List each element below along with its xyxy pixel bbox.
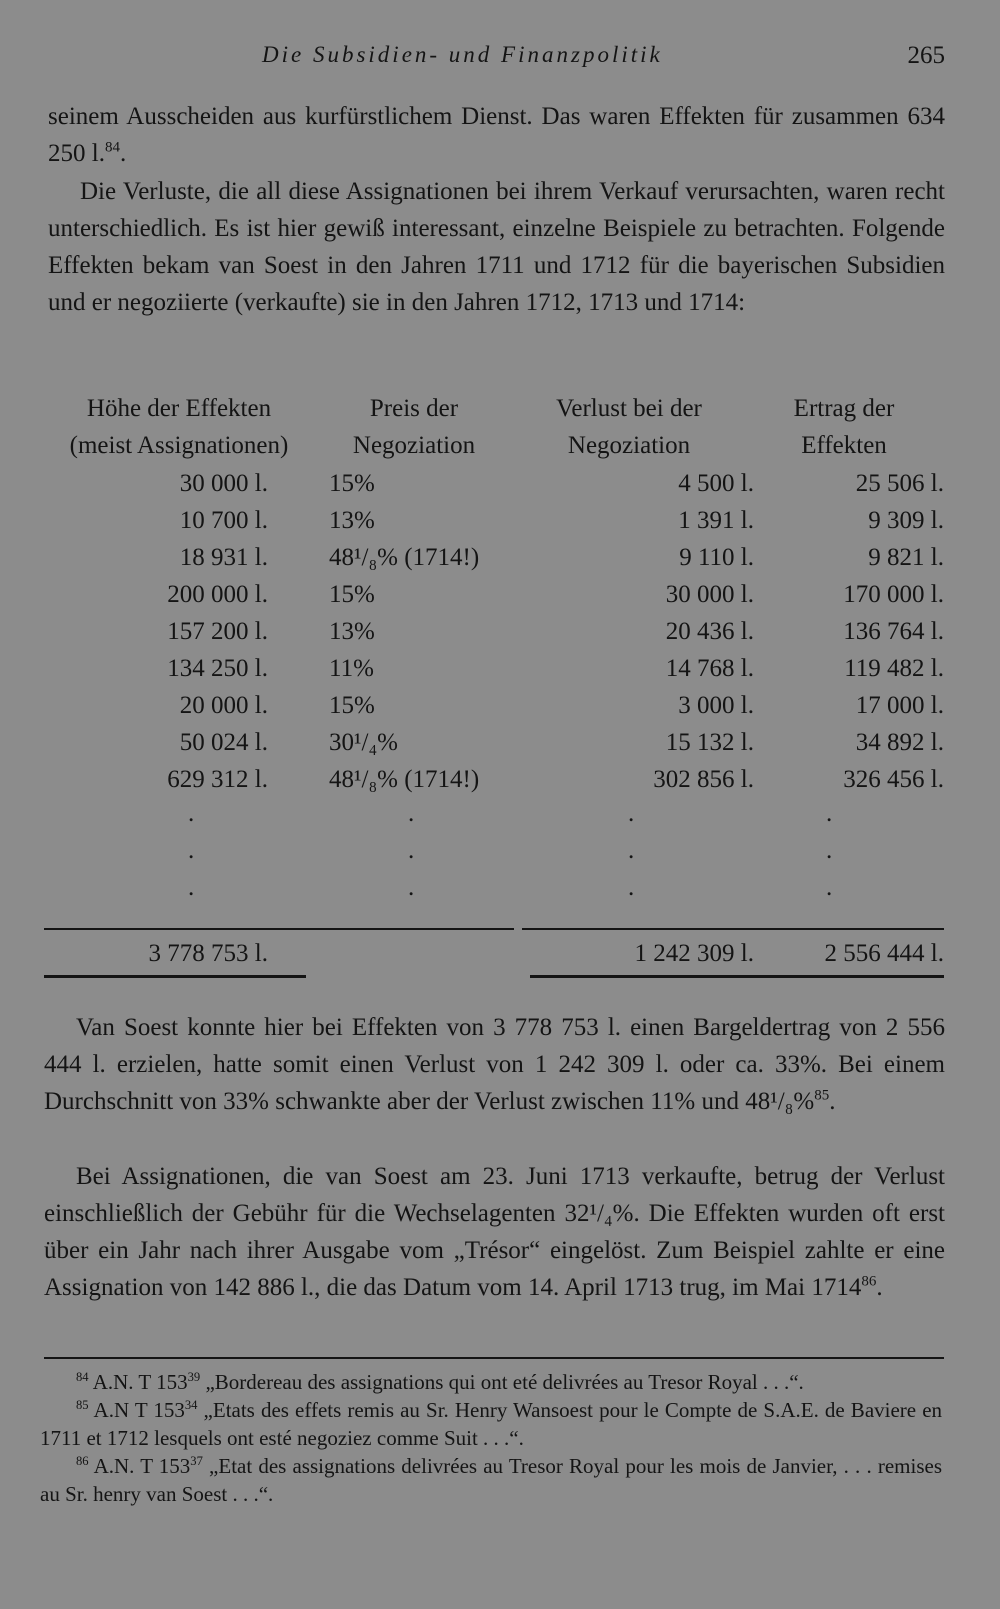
ellipsis-dot: . [826,874,833,901]
yield-cell: 136 764 l. [843,618,944,645]
amount-cell: 200 000 l. [167,581,268,608]
yield-cell: 119 482 l. [844,655,944,682]
footnote-ref-84: 84 [104,139,120,156]
footnote-rule [44,1357,944,1359]
paragraph-3 [44,1009,945,1120]
loss-cell: 30 000 l. [665,581,754,608]
header-price-line-1: Preis der [369,395,459,422]
amount-cell: 629 312 l. [167,766,268,793]
yield-cell: 34 892 l. [855,729,944,756]
ellipsis-dot: . [408,874,415,901]
loss-cell: 15 132 l. [665,729,754,756]
price-cell: 15% [329,692,375,719]
loss-cell: 302 856 l. [653,766,754,793]
price-cell: 15% [329,581,375,608]
yield-cell: 9 309 l. [868,507,944,534]
footnote-text: „Etat des assignations delivrées au Tresor Royal pour les mois de Janvier, . . . remises au Sr. henry van Soest . . .“. [40,1454,942,1506]
price-cell: 13% [329,507,375,534]
footnote-source-sup: 39 [187,1370,201,1384]
sum-rule-right [522,928,944,930]
amount-cell: 10 700 l. [179,507,268,534]
footnote-source-sup: 37 [190,1454,203,1468]
running-title: Die Subsidien- und Finanzpolitik [262,42,663,67]
running-head [0,40,1000,76]
ellipsis-dot: . [188,837,195,864]
table-row [44,761,944,798]
ellipsis-dot: . [628,800,635,827]
footnote-source-sup: 34 [184,1398,198,1412]
header-amount-line-1: Höhe der Effekten [86,395,272,422]
paragraph-1-end: . [119,140,127,167]
total-yield: 2 556 444 l. [824,940,944,967]
footnote-text: „Bordereau des assignations qui ont eté delivrées au Tresor Royal . . .“. [205,1370,804,1394]
yield-cell: 9 821 l. [868,544,944,571]
footnote-source: A.N T 153 [93,1398,185,1422]
footnote-ref-85: 85 [814,1087,830,1104]
table-row [44,613,944,650]
ellipsis-dot: . [628,837,635,864]
ellipsis-dot: . [628,874,635,901]
footnote-84 [40,1368,942,1396]
paragraph-4 [44,1158,945,1306]
amount-cell: 134 250 l. [167,655,268,682]
header-amount [44,390,314,464]
footnote-number: 84 [76,1370,89,1384]
paragraph-4-text: Bei Assignationen, die van Soest am 23. Juni 1713 verkaufte, betrug der Verlust einschließlich der Gebühr für die Wechselagenten 32¹/₄%. Die Effekten wurden oft erst über ein Jahr nach ihrer Ausgabe vom „Trésor“ eingelöst. Zum Beispiel zahlte er eine Assignation von 142 886 l., die das Datum vom 14. April 1713 trug, im Mai 1714 [44,1163,945,1301]
table-row [44,576,944,613]
loss-cell: 3 000 l. [678,692,754,719]
paragraph-2: Die Verluste, die all diese Assignationen bei ihrem Verkauf verursachten, waren recht unterschiedlich. Es ist hier gewiß interessant, einzelne Beispiele zu betrachten. Folgende Effekten bekam van Soest in den Jahren 1711 und 1712 für die bayerischen Subsidien und er negoziierte (verkaufte) sie in den Jahren 1712, 1713 und 1714: [48,178,945,316]
ellipsis-dot: . [826,837,833,864]
price-cell: 13% [329,618,375,645]
price-cell: 48¹/₈% (1714!) [329,766,480,793]
header-amount-line-2: (meist Assignationen) [69,432,289,459]
header-price-line-2: Negoziation [352,432,476,459]
amount-cell: 50 024 l. [179,729,268,756]
amount-cell: 20 000 l. [179,692,268,719]
loss-cell: 1 391 l. [678,507,754,534]
ellipsis-dot: . [826,800,833,827]
header-yield-line-2: Effekten [801,432,887,459]
ellipsis-dot: . [188,874,195,901]
loss-cell: 14 768 l. [665,655,754,682]
table-row [44,465,944,502]
price-cell: 15% [329,470,375,497]
amount-cell: 18 931 l. [179,544,268,571]
loss-cell: 4 500 l. [678,470,754,497]
paragraph-3-end: . [829,1088,836,1115]
table-row [44,539,944,576]
loss-cell: 20 436 l. [665,618,754,645]
footnote-86 [40,1452,942,1508]
yield-cell: 170 000 l. [843,581,944,608]
header-loss-line-1: Verlust bei der [556,395,702,422]
table-row [44,724,944,761]
total-rule-loss-yield [530,975,944,978]
total-rule-amount [44,975,306,978]
yield-cell: 25 506 l. [855,470,944,497]
sum-rule-left [44,928,514,930]
table-row [44,687,944,724]
paragraph-3-text: Van Soest konnte hier bei Effekten von 3 778 753 l. einen Bargeldertrag von 2 556 444 l. erzielen, hatte somit einen Verlust von 1 242 309 l. oder ca. 33%. Bei einem Durchschnitt von 33% schwankte aber der Verlust zwischen 11% und 48¹/₈% [44,1014,945,1115]
amount-cell: 30 000 l. [179,470,268,497]
amount-cell: 157 200 l. [167,618,268,645]
footnote-number: 86 [76,1454,89,1468]
yield-cell: 17 000 l. [855,692,944,719]
header-yield-line-1: Ertrag der [793,395,895,422]
paragraph-1 [48,98,945,172]
table-row [44,502,944,539]
footnote-text: „Etats des effets remis au Sr. Henry Wansoest pour le Compte de S.A.E. de Baviere en 1711 et 1712 lesquels ont esté negoziez comme Suit . . .“. [40,1398,943,1450]
total-loss: 1 242 309 l. [634,940,754,967]
loss-cell: 9 110 l. [679,544,754,571]
ellipsis-dot: . [408,837,415,864]
ellipsis-dot: . [188,800,195,827]
page-number: 265 [907,42,945,69]
yield-cell: 326 456 l. [843,766,944,793]
ellipsis-dot: . [408,800,415,827]
header-yield [744,390,944,464]
totals-row [44,935,944,972]
price-cell: 48¹/₈% (1714!) [329,544,480,571]
header-loss [534,390,724,464]
total-amount: 3 778 753 l. [148,940,268,967]
header-price [319,390,509,464]
header-loss-line-2: Negoziation [567,432,691,459]
paragraph-1-text: seinem Ausscheiden aus kurfürstlichem Dienst. Das waren Effekten für zusammen 634 250 l. [48,103,945,167]
footnote-ref-86: 86 [861,1273,877,1290]
price-cell: 11% [329,655,374,682]
paragraph-4-end: . [876,1274,883,1301]
table-row [44,650,944,687]
footnote-85 [40,1396,942,1452]
price-cell: 30¹/₄% [329,729,398,756]
footnotes [40,1368,942,1508]
footnote-number: 85 [76,1398,89,1412]
footnote-source: A.N. T 153 [92,1370,188,1394]
footnote-source: A.N. T 153 [93,1454,191,1478]
